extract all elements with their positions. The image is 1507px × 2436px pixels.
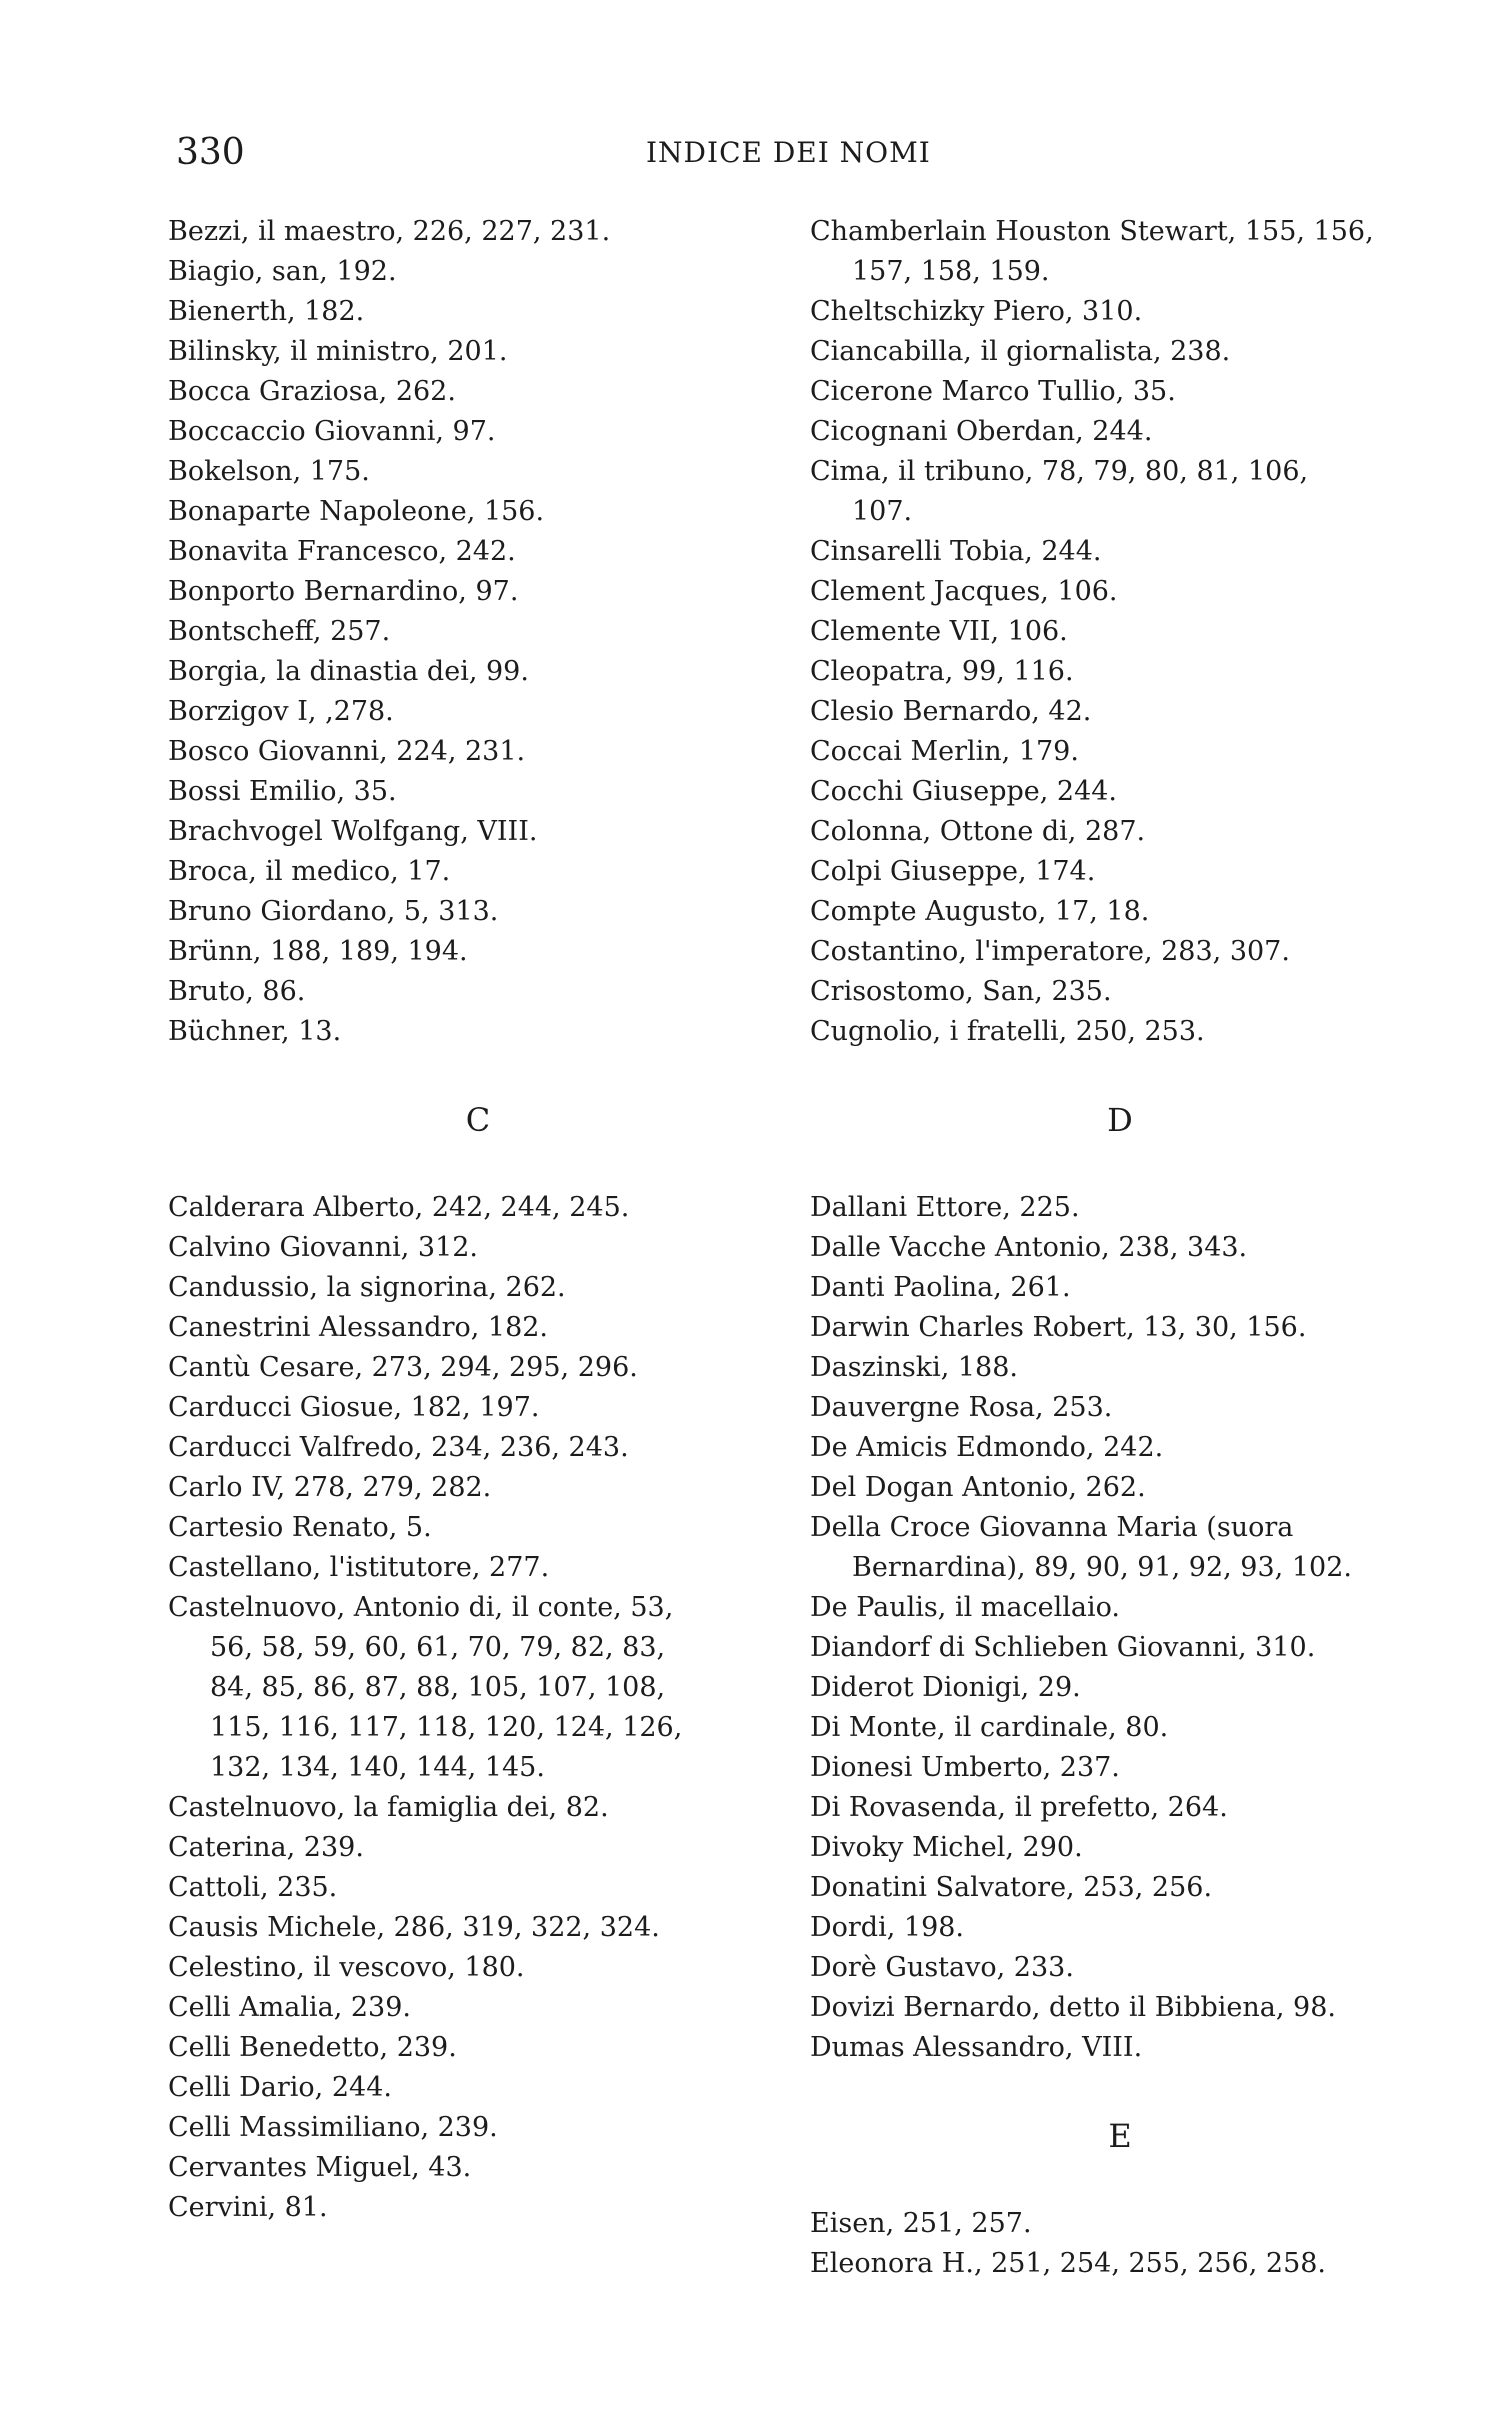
page-header: [176, 132, 1406, 182]
index-entry: Bienerth, 182.: [168, 296, 365, 327]
index-column-right: [810, 212, 1430, 2284]
index-entry: Cartesio Renato, 5.: [168, 1512, 432, 1543]
index-entry: Castellano, l'istitutore, 277.: [168, 1552, 550, 1583]
index-group-b: [168, 212, 788, 1052]
index-entry: Celli Dario, 244.: [168, 2072, 392, 2103]
index-entry: Canestrini Alessandro, 182.: [168, 1312, 549, 1343]
index-entry: Bezzi, il maestro, 226, 227, 231.: [168, 216, 611, 247]
index-entry: Cicognani Oberdan, 244.: [810, 416, 1153, 447]
section-letter-c: C: [465, 1101, 491, 1139]
index-entry: Daszinski, 188.: [810, 1352, 1018, 1383]
index-entry: Dorè Gustavo, 233.: [810, 1952, 1074, 1983]
index-entry: Dordi, 198.: [810, 1912, 965, 1943]
section-letter-e: E: [1108, 2117, 1132, 2155]
index-entry: Bontscheff, 257.: [168, 616, 391, 647]
page-number: 330: [176, 132, 245, 173]
index-entry: Cima, il tribuno, 78, 79, 80, 81, 106,: [810, 456, 1309, 487]
index-entry: Calvino Giovanni, 312.: [168, 1232, 479, 1263]
index-group-c-cont: [810, 212, 1430, 1052]
index-entry: Boccaccio Giovanni, 97.: [168, 416, 496, 447]
index-entry: 157, 158, 159.: [852, 256, 1050, 287]
index-entry: Cattoli, 235.: [168, 1872, 338, 1903]
index-entry: Coccai Merlin, 179.: [810, 736, 1079, 767]
index-entry: Clement Jacques, 106.: [810, 576, 1118, 607]
index-entry: Celli Amalia, 239.: [168, 1992, 411, 2023]
index-entry: Bonaparte Napoleone, 156.: [168, 496, 545, 527]
index-entry: Büchner, 13.: [168, 1016, 342, 1047]
index-group-e: [810, 2204, 1430, 2284]
index-entry: Castelnuovo, la famiglia dei, 82.: [168, 1792, 609, 1823]
index-entry: Clemente VII, 106.: [810, 616, 1068, 647]
index-entry: Darwin Charles Robert, 13, 30, 156.: [810, 1312, 1307, 1343]
index-entry: Celestino, il vescovo, 180.: [168, 1952, 525, 1983]
index-entry: Bruno Giordano, 5, 313.: [168, 896, 499, 927]
index-entry: Cervantes Miguel, 43.: [168, 2152, 472, 2183]
index-entry: Diandorf di Schlieben Giovanni, 310.: [810, 1632, 1316, 1663]
index-entry: Celli Benedetto, 239.: [168, 2032, 457, 2063]
index-entry: Broca, il medico, 17.: [168, 856, 451, 887]
index-column-left: [168, 212, 788, 2228]
index-entry: Cleopatra, 99, 116.: [810, 656, 1074, 687]
index-entry: 132, 134, 140, 144, 145.: [210, 1752, 545, 1783]
index-entry: Ciancabilla, il giornalista, 238.: [810, 336, 1231, 367]
index-entry: Caterina, 239.: [168, 1832, 364, 1863]
index-entry: Di Monte, il cardinale, 80.: [810, 1712, 1169, 1743]
index-entry: Dalle Vacche Antonio, 238, 343.: [810, 1232, 1248, 1263]
index-entry: 56, 58, 59, 60, 61, 70, 79, 82, 83,: [210, 1632, 666, 1663]
index-entry: 115, 116, 117, 118, 120, 124, 126,: [210, 1712, 683, 1743]
index-entry: Dumas Alessandro, VIII.: [810, 2032, 1143, 2063]
index-entry: Cervini, 81.: [168, 2192, 328, 2223]
index-entry: Bocca Graziosa, 262.: [168, 376, 456, 407]
index-entry: Dauvergne Rosa, 253.: [810, 1392, 1113, 1423]
index-entry: De Amicis Edmondo, 242.: [810, 1432, 1164, 1463]
index-entry: Dovizi Bernardo, detto il Bibbiena, 98.: [810, 1992, 1336, 2023]
index-entry: Carducci Valfredo, 234, 236, 243.: [168, 1432, 629, 1463]
index-entry: Colpi Giuseppe, 174.: [810, 856, 1096, 887]
index-entry: Bossi Emilio, 35.: [168, 776, 397, 807]
index-entry: Diderot Dionigi, 29.: [810, 1672, 1081, 1703]
index-entry: Bruto, 86.: [168, 976, 306, 1007]
index-entry: Biagio, san, 192.: [168, 256, 397, 287]
index-entry: Cinsarelli Tobia, 244.: [810, 536, 1102, 567]
index-entry: Borzigov I, ,278.: [168, 696, 394, 727]
index-entry: Di Rovasenda, il prefetto, 264.: [810, 1792, 1228, 1823]
index-entry: Bilinsky, il ministro, 201.: [168, 336, 508, 367]
index-entry: Castelnuovo, Antonio di, il conte, 53,: [168, 1592, 674, 1623]
index-entry: Divoky Michel, 290.: [810, 1832, 1083, 1863]
index-group-c: [168, 1188, 788, 2228]
index-entry: Eisen, 251, 257.: [810, 2208, 1032, 2239]
index-entry: Brachvogel Wolfgang, VIII.: [168, 816, 538, 847]
index-group-d: [810, 1188, 1430, 2068]
section-letter-d: D: [1107, 1101, 1133, 1139]
index-entry: Bokelson, 175.: [168, 456, 370, 487]
index-entry: Cugnolio, i fratelli, 250, 253.: [810, 1016, 1205, 1047]
index-entry: Clesio Bernardo, 42.: [810, 696, 1092, 727]
index-entry: Donatini Salvatore, 253, 256.: [810, 1872, 1213, 1903]
index-entry: Dallani Ettore, 225.: [810, 1192, 1080, 1223]
index-entry: Cicerone Marco Tullio, 35.: [810, 376, 1176, 407]
index-entry: Cocchi Giuseppe, 244.: [810, 776, 1118, 807]
index-entry: Calderara Alberto, 242, 244, 245.: [168, 1192, 630, 1223]
index-entry: Bonavita Francesco, 242.: [168, 536, 516, 567]
index-entry: Del Dogan Antonio, 262.: [810, 1472, 1146, 1503]
index-entry: Colonna, Ottone di, 287.: [810, 816, 1146, 847]
index-entry: Bernardina), 89, 90, 91, 92, 93, 102.: [852, 1552, 1352, 1583]
index-entry: Cantù Cesare, 273, 294, 295, 296.: [168, 1352, 638, 1383]
index-entry: 84, 85, 86, 87, 88, 105, 107, 108,: [210, 1672, 666, 1703]
index-entry: Bonporto Bernardino, 97.: [168, 576, 519, 607]
index-entry: Bosco Giovanni, 224, 231.: [168, 736, 526, 767]
index-entry: 107.: [852, 496, 913, 527]
index-entry: Carlo IV, 278, 279, 282.: [168, 1472, 492, 1503]
index-entry: Candussio, la signorina, 262.: [168, 1272, 566, 1303]
index-entry: Borgia, la dinastia dei, 99.: [168, 656, 529, 687]
index-entry: Eleonora H., 251, 254, 255, 256, 258.: [810, 2248, 1327, 2279]
index-entry: Cheltschizky Piero, 310.: [810, 296, 1143, 327]
index-entry: Della Croce Giovanna Maria (suora: [810, 1512, 1294, 1543]
index-entry: De Paulis, il macellaio.: [810, 1592, 1120, 1623]
index-entry: Chamberlain Houston Stewart, 155, 156,: [810, 216, 1374, 247]
index-entry: Compte Augusto, 17, 18.: [810, 896, 1150, 927]
index-entry: Causis Michele, 286, 319, 322, 324.: [168, 1912, 660, 1943]
index-entry: Crisostomo, San, 235.: [810, 976, 1112, 1007]
running-head: INDICE DEI NOMI: [646, 136, 931, 169]
index-entry: Danti Paolina, 261.: [810, 1272, 1071, 1303]
index-entry: Celli Massimiliano, 239.: [168, 2112, 498, 2143]
index-entry: Brünn, 188, 189, 194.: [168, 936, 468, 967]
index-entry: Carducci Giosue, 182, 197.: [168, 1392, 540, 1423]
index-entry: Costantino, l'imperatore, 283, 307.: [810, 936, 1290, 967]
index-entry: Dionesi Umberto, 237.: [810, 1752, 1120, 1783]
